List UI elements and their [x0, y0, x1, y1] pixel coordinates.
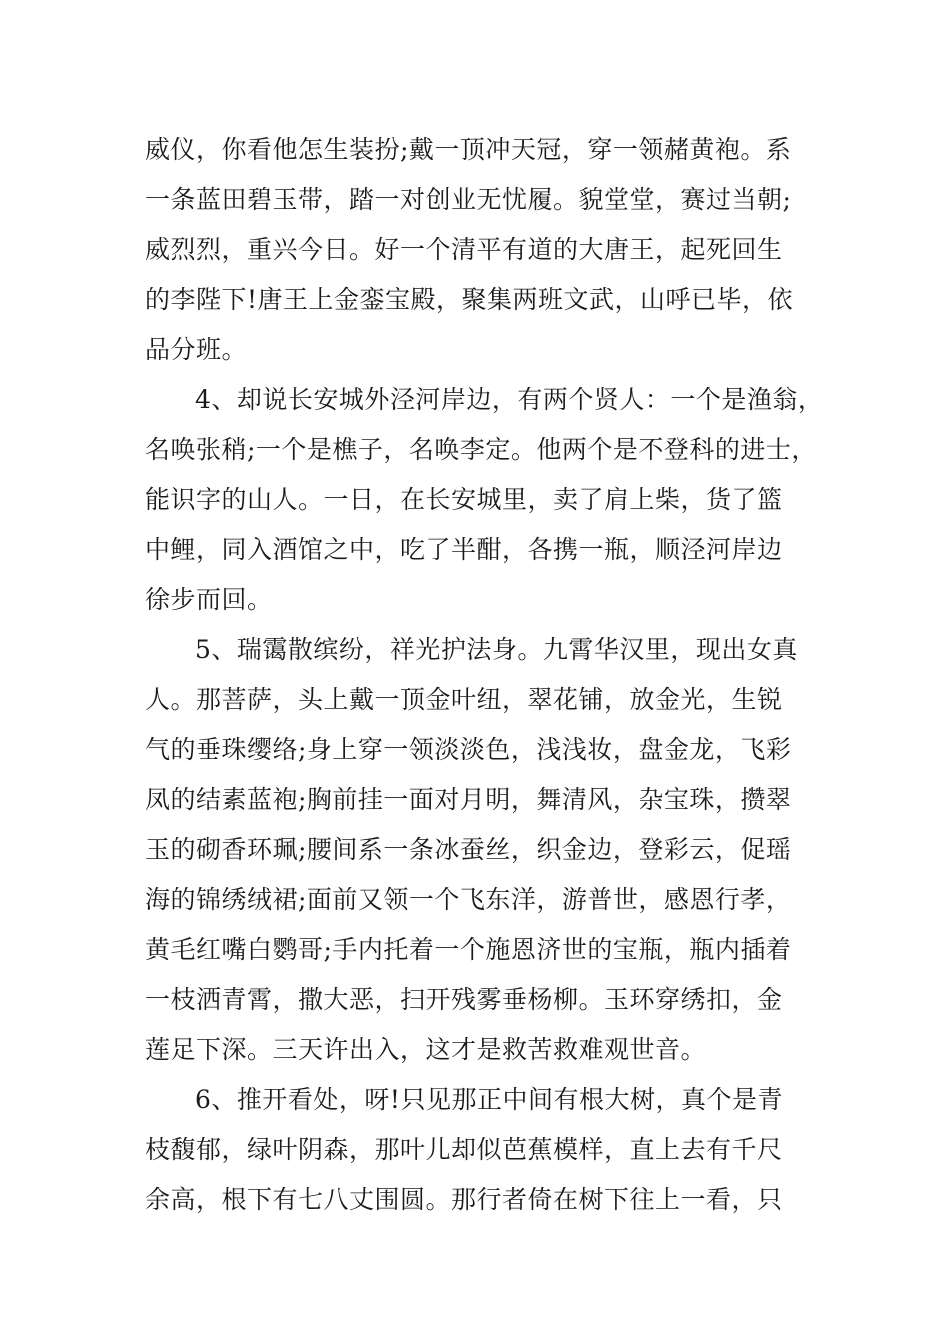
text-line: 徐步而回。	[145, 585, 273, 614]
text-line: 人。那菩萨，头上戴一顶金叶纽，翠花铺，放金光，生锐	[145, 685, 783, 714]
text-line: 余高，根下有七八丈围圆。那行者倚在树下往上一看，只	[145, 1185, 783, 1214]
text-line: 的李陛下!唐王上金銮宝殿，聚集两班文武，山呼已毕，依	[145, 285, 794, 314]
text-line: 名唤张稍;一个是樵子，名唤李定。他两个是不登科的进士，	[145, 435, 817, 464]
text-line: 能识字的山人。一日，在长安城里，卖了肩上柴，货了篮	[145, 485, 783, 514]
paragraph-4-first-line: 4、却说长安城外泾河岸边，有两个贤人：一个是渔翁，	[195, 385, 824, 414]
text-line: 一枝洒青霄，撒大恶，扫开残雾垂杨柳。玉环穿绣扣，金	[145, 985, 783, 1014]
text-line: 黄毛红嘴白鹦哥;手内托着一个施恩济世的宝瓶，瓶内插着	[145, 935, 792, 964]
paragraph-6-first-line: 6、推开看处，呀!只见那正中间有根大树，真个是青	[195, 1085, 783, 1114]
text-line: 玉的砌香环珮;腰间系一条冰蚕丝，织金边，登彩云，促瑶	[145, 835, 792, 864]
paragraph-5-first-line: 5、瑞霭散缤纷，祥光护法身。九霄华汉里，现出女真	[195, 635, 798, 664]
text-line: 威仪，你看他怎生装扮;戴一顶冲天冠，穿一领赭黄袍。系	[145, 135, 792, 164]
text-line: 枝馥郁，绿叶阴森，那叶儿却似芭蕉模样，直上去有千尺	[145, 1135, 783, 1164]
text-line: 品分班。	[145, 335, 248, 364]
text-line: 凤的结素蓝袍;胸前挂一面对月明，舞清风，杂宝珠，攒翠	[145, 785, 792, 814]
text-line: 威烈烈，重兴今日。好一个清平有道的大唐王，起死回生	[145, 235, 783, 264]
text-line: 海的锦绣绒裙;面前又领一个飞东洋，游普世，感恩行孝，	[145, 885, 792, 914]
text-line: 中鲤，同入酒馆之中，吃了半酣，各携一瓶，顺泾河岸边	[145, 535, 783, 564]
text-line: 一条蓝田碧玉带，踏一对创业无忧履。貌堂堂，赛过当朝;	[145, 185, 792, 214]
text-line: 气的垂珠缨络;身上穿一领淡淡色，浅浅妆，盘金龙，飞彩	[145, 735, 792, 764]
text-line: 莲足下深。三天许出入，这才是救苦救难观世音。	[145, 1035, 707, 1064]
